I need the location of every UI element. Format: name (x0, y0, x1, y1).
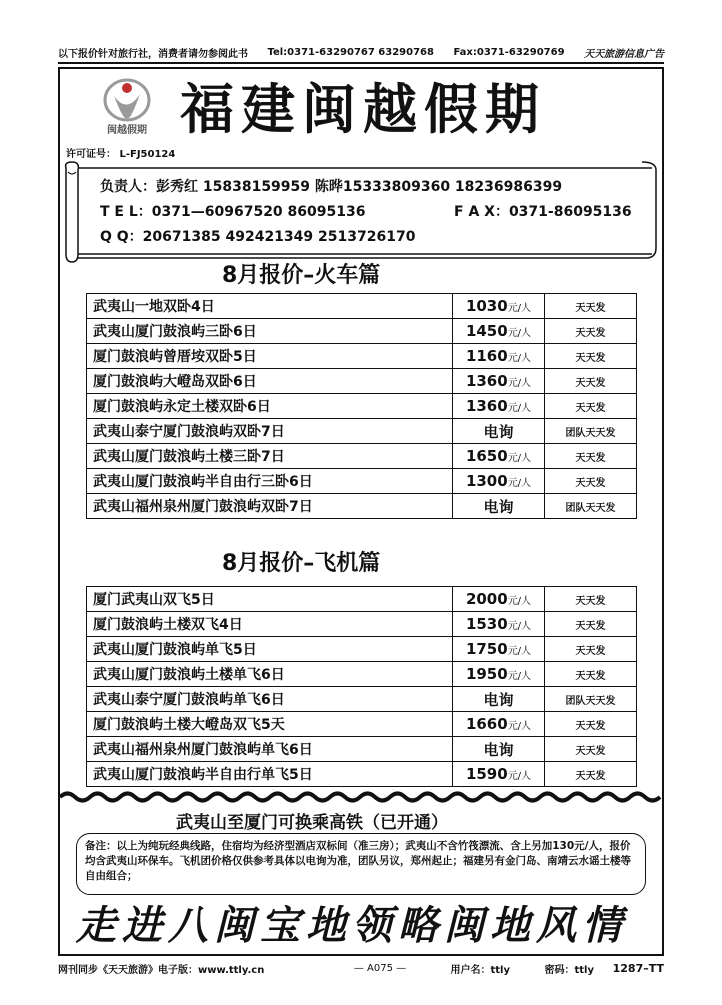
departure-schedule: 天天发 (545, 294, 637, 319)
departure-schedule: 天天发 (545, 662, 637, 687)
price-row (87, 419, 637, 444)
price-cell (453, 394, 545, 419)
route-name: 武夷山泰宁厦门鼓浪屿双卧7日 (87, 419, 453, 444)
price-row (87, 687, 637, 712)
departure-schedule: 天天发 (545, 319, 637, 344)
price-cell (453, 587, 545, 612)
price-cell (453, 319, 545, 344)
price-unit: 元/人 (507, 353, 532, 364)
departure-schedule: 天天发 (545, 762, 637, 787)
price-value: 1650 (465, 447, 508, 465)
route-name: 武夷山厦门鼓浪屿土楼三卧7日 (87, 444, 453, 469)
slogan: 走进八闽宝地领略闽地风情 (76, 903, 628, 949)
route-name: 武夷山厦门鼓浪屿半自由行三卧6日 (87, 469, 453, 494)
price-unit: 元/人 (507, 671, 532, 682)
footer-code: 1287–TT (612, 961, 664, 975)
route-name: 武夷山厦门鼓浪屿半自由行单飞5日 (87, 762, 453, 787)
price-cell (453, 369, 545, 394)
price-row (87, 737, 637, 762)
departure-schedule: 团队天天发 (545, 419, 637, 444)
route-name: 武夷山厦门鼓浪屿单飞5日 (87, 637, 453, 662)
price-row (87, 712, 637, 737)
price-value: 1530 (465, 615, 508, 633)
departure-schedule: 天天发 (545, 612, 637, 637)
price-unit: 元/人 (507, 646, 532, 657)
price-value: 1660 (465, 715, 508, 733)
price-unit: 元/人 (507, 303, 532, 314)
price-cell (453, 737, 545, 762)
remarks-text: 以上为纯玩经典线路，住宿均为经济型酒店双标间（准三房）；武夷山不含竹筏漂流、含上另加130元/人，报价均含武夷山环保车。飞机团价格仅供参考具体以电询为准，团队另议，郑州起止；福建另有金门岛、南靖云水谣土楼等自由组合； (85, 840, 631, 882)
contact-manager: 负责人：彭秀红 15838159959 陈晔15333809360 18236986399 (100, 179, 563, 195)
price-row (87, 612, 637, 637)
departure-schedule: 天天发 (545, 737, 637, 762)
price-unit: 元/人 (507, 721, 532, 732)
departure-schedule: 天天发 (545, 444, 637, 469)
price-unit: 元/人 (507, 596, 532, 607)
price-value: 1160 (465, 347, 508, 365)
price-value: 电询 (483, 740, 514, 759)
license-number: 许可证号： L-FJ50124 (66, 149, 176, 160)
price-row (87, 762, 637, 787)
departure-schedule: 天天发 (545, 394, 637, 419)
price-value: 电询 (483, 422, 514, 441)
footer-bar (58, 959, 664, 977)
departure-schedule: 团队天天发 (545, 494, 637, 519)
departure-schedule: 天天发 (545, 587, 637, 612)
price-row (87, 494, 637, 519)
logo-caption: 闽越假期 (107, 125, 147, 136)
price-row (87, 444, 637, 469)
footer-sync: 网刊同步《天天旅游》电子版：www.ttly.cn (58, 964, 265, 976)
price-unit: 元/人 (507, 478, 532, 489)
high-speed-rail-notice: 武夷山至厦门可换乘高铁（已开通） (176, 813, 448, 833)
price-cell (453, 612, 545, 637)
route-name: 武夷山福州泉州厦门鼓浪屿双卧7日 (87, 494, 453, 519)
departure-schedule: 天天发 (545, 344, 637, 369)
header-bar (58, 44, 664, 60)
header-rule (58, 62, 664, 64)
price-value: 1950 (465, 665, 508, 683)
price-cell (453, 419, 545, 444)
route-name: 武夷山一地双卧4日 (87, 294, 453, 319)
price-unit: 元/人 (507, 403, 532, 414)
disclaimer-text: 以下报价针对旅行社，消费者请勿参阅此书 (58, 48, 248, 60)
plane-price-table (86, 586, 637, 787)
page-number: — A075 — (353, 962, 407, 974)
price-row (87, 662, 637, 687)
price-value: 1300 (465, 472, 508, 490)
route-name: 武夷山福州泉州厦门鼓浪屿单飞6日 (87, 737, 453, 762)
header-tel: Tel:0371-63290767 63290768 (267, 46, 434, 58)
footer-username: 用户名：ttly (450, 964, 510, 976)
price-value: 1360 (465, 372, 508, 390)
route-name: 厦门鼓浪屿大嶝岛双卧6日 (87, 369, 453, 394)
route-name: 厦门鼓浪屿永定土楼双卧6日 (87, 394, 453, 419)
price-row (87, 469, 637, 494)
price-unit: 元/人 (507, 453, 532, 464)
price-value: 1750 (465, 640, 508, 658)
remarks-box (76, 833, 646, 895)
price-unit: 元/人 (507, 378, 532, 389)
wave-divider (60, 790, 662, 804)
price-value: 电询 (483, 497, 514, 516)
price-cell (453, 762, 545, 787)
header-fax: Fax:0371-63290769 (453, 46, 565, 58)
price-row (87, 394, 637, 419)
contact-fax: F A X：0371-86095136 (454, 204, 632, 220)
route-name: 厦门鼓浪屿土楼双飞4日 (87, 612, 453, 637)
departure-schedule: 团队天天发 (545, 687, 637, 712)
price-value: 2000 (465, 590, 508, 608)
price-cell (453, 469, 545, 494)
route-name: 厦门鼓浪屿曾厝垵双卧5日 (87, 344, 453, 369)
price-unit: 元/人 (507, 621, 532, 632)
price-row (87, 369, 637, 394)
route-name: 武夷山厦门鼓浪屿三卧6日 (87, 319, 453, 344)
departure-schedule: 天天发 (545, 712, 637, 737)
price-value: 电询 (483, 690, 514, 709)
remarks-label: 备注： (85, 840, 117, 852)
price-row (87, 319, 637, 344)
price-row (87, 587, 637, 612)
contact-tel: T E L：0371—60967520 86095136 (100, 204, 366, 220)
brand-text: 天天旅游信息广告 (584, 48, 664, 60)
departure-schedule: 天天发 (545, 637, 637, 662)
plane-section-title: 8月报价–飞机篇 (222, 551, 381, 576)
agency-title: 福建闽越假期 (180, 78, 546, 141)
price-cell (453, 662, 545, 687)
price-row (87, 344, 637, 369)
price-value: 1030 (465, 297, 508, 315)
contact-qq: Q Q：20671385 492421349 2513726170 (100, 229, 416, 245)
price-value: 1590 (465, 765, 508, 783)
price-cell (453, 444, 545, 469)
price-cell (453, 344, 545, 369)
price-row (87, 637, 637, 662)
route-name: 武夷山厦门鼓浪屿土楼单飞6日 (87, 662, 453, 687)
price-cell (453, 637, 545, 662)
route-name: 武夷山泰宁厦门鼓浪屿单飞6日 (87, 687, 453, 712)
route-name: 厦门鼓浪屿土楼大嶝岛双飞5天 (87, 712, 453, 737)
price-cell (453, 294, 545, 319)
route-name: 厦门武夷山双飞5日 (87, 587, 453, 612)
price-row (87, 294, 637, 319)
price-cell (453, 712, 545, 737)
footer-password: 密码：ttly (544, 964, 594, 976)
price-cell (453, 494, 545, 519)
price-value: 1360 (465, 397, 508, 415)
departure-schedule: 天天发 (545, 469, 637, 494)
train-section-title: 8月报价–火车篇 (222, 263, 381, 288)
price-unit: 元/人 (507, 328, 532, 339)
price-cell (453, 687, 545, 712)
train-price-table (86, 293, 637, 519)
price-unit: 元/人 (507, 771, 532, 782)
departure-schedule: 天天发 (545, 369, 637, 394)
price-value: 1450 (465, 322, 508, 340)
